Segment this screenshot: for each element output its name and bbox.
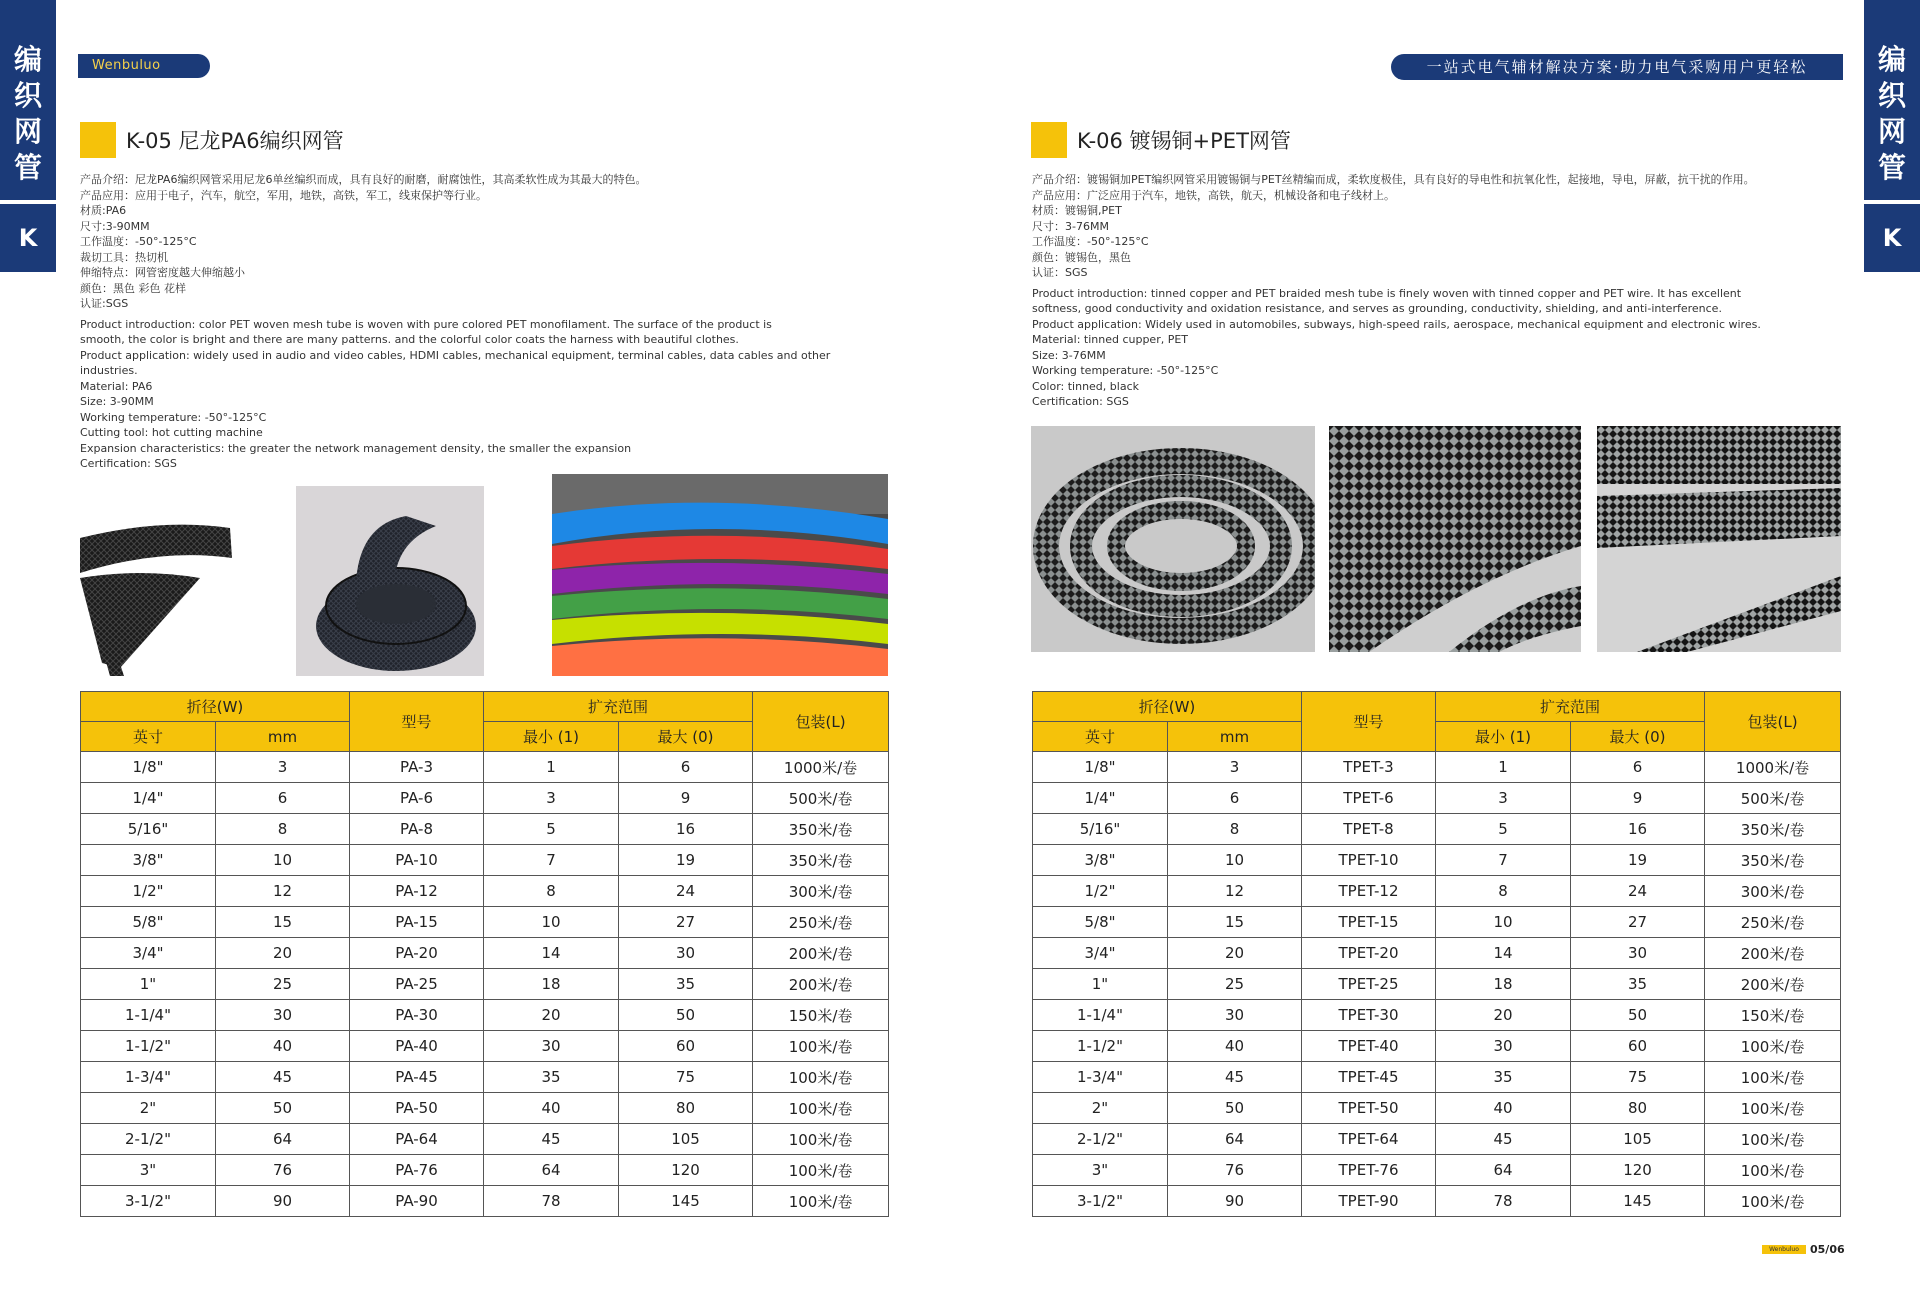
table-cell: 45 [1168, 1062, 1302, 1093]
table-cell: PA-3 [350, 752, 484, 783]
table-cell: 20 [1168, 938, 1302, 969]
table-cell: 24 [1571, 876, 1705, 907]
header-model: 型号 [1302, 692, 1436, 752]
table-cell: 10 [1168, 845, 1302, 876]
table-cell: 78 [1436, 1186, 1571, 1217]
right-section-title: K-06 镀锡铜+PET网管 [1031, 122, 1291, 158]
table-cell: 350米/卷 [753, 814, 889, 845]
table-cell: 16 [619, 814, 753, 845]
table-cell: 90 [216, 1186, 350, 1217]
table-cell: 50 [619, 1000, 753, 1031]
table-cell: 25 [1168, 969, 1302, 1000]
table-cell: 3 [484, 783, 619, 814]
table-cell: 18 [1436, 969, 1571, 1000]
table-cell: TPET-90 [1302, 1186, 1436, 1217]
table-cell: 3-1/2" [81, 1186, 216, 1217]
header-max: 最大 (0) [619, 722, 753, 752]
table-cell: 50 [1168, 1093, 1302, 1124]
table-cell: 1/8" [81, 752, 216, 783]
header-max: 最大 (0) [1571, 722, 1705, 752]
table-row [81, 1093, 889, 1124]
side-letter-right: K [1864, 204, 1920, 272]
table-cell: 350米/卷 [1705, 814, 1841, 845]
table-cell: 3" [1033, 1155, 1168, 1186]
table-row [81, 1124, 889, 1155]
table-row [81, 907, 889, 938]
table-cell: 76 [1168, 1155, 1302, 1186]
table-row [1033, 845, 1841, 876]
table-row [81, 938, 889, 969]
table-cell: TPET-50 [1302, 1093, 1436, 1124]
header-min: 最小 (1) [484, 722, 619, 752]
table-cell: 6 [619, 752, 753, 783]
header-packaging: 包装(L) [1705, 692, 1841, 752]
table-cell: 100米/卷 [1705, 1155, 1841, 1186]
table-cell: 1-1/4" [81, 1000, 216, 1031]
table-cell: 200米/卷 [753, 969, 889, 1000]
table-cell: 3/4" [81, 938, 216, 969]
table-cell: 100米/卷 [753, 1186, 889, 1217]
table-cell: 105 [619, 1124, 753, 1155]
table-cell: 75 [1571, 1062, 1705, 1093]
header-inch: 英寸 [1033, 722, 1168, 752]
table-cell: 7 [1436, 845, 1571, 876]
table-cell: 64 [1168, 1124, 1302, 1155]
table-cell: 120 [1571, 1155, 1705, 1186]
table-cell: 40 [484, 1093, 619, 1124]
table-cell: TPET-76 [1302, 1155, 1436, 1186]
right-spec-table [1032, 691, 1841, 1217]
table-cell: 16 [1571, 814, 1705, 845]
table-cell: 100米/卷 [753, 1093, 889, 1124]
table-cell: TPET-40 [1302, 1031, 1436, 1062]
table-cell: 3 [1168, 752, 1302, 783]
table-cell: TPET-15 [1302, 907, 1436, 938]
table-cell: 3" [81, 1155, 216, 1186]
table-cell: 10 [484, 907, 619, 938]
table-cell: 3/8" [1033, 845, 1168, 876]
table-cell: PA-76 [350, 1155, 484, 1186]
header-model: 型号 [350, 692, 484, 752]
table-cell: 60 [1571, 1031, 1705, 1062]
table-cell: 2" [1033, 1093, 1168, 1124]
table-cell: 200米/卷 [1705, 969, 1841, 1000]
table-cell: 8 [1436, 876, 1571, 907]
table-cell: 76 [216, 1155, 350, 1186]
table-cell: 15 [1168, 907, 1302, 938]
table-cell: 40 [216, 1031, 350, 1062]
side-title-right: 编 织 网 管 [1864, 0, 1920, 200]
table-cell: PA-30 [350, 1000, 484, 1031]
table-cell: 35 [1436, 1062, 1571, 1093]
table-row [1033, 969, 1841, 1000]
table-cell: 7 [484, 845, 619, 876]
table-cell: 150米/卷 [1705, 1000, 1841, 1031]
table-cell: 30 [216, 1000, 350, 1031]
table-cell: 35 [1571, 969, 1705, 1000]
table-cell: TPET-30 [1302, 1000, 1436, 1031]
table-cell: 40 [1436, 1093, 1571, 1124]
table-cell: 2" [81, 1093, 216, 1124]
table-cell: 350米/卷 [753, 845, 889, 876]
table-cell: 60 [619, 1031, 753, 1062]
table-cell: 1/2" [1033, 876, 1168, 907]
title-square-icon [80, 122, 116, 158]
table-row [81, 1155, 889, 1186]
table-cell: 200米/卷 [1705, 938, 1841, 969]
table-cell: 150米/卷 [753, 1000, 889, 1031]
table-cell: 8 [484, 876, 619, 907]
page-number-text: 05/06 [1810, 1243, 1845, 1256]
table-cell: 500米/卷 [1705, 783, 1841, 814]
table-row [81, 1062, 889, 1093]
table-cell: 1/4" [1033, 783, 1168, 814]
table-cell: 100米/卷 [1705, 1093, 1841, 1124]
table-cell: 3-1/2" [1033, 1186, 1168, 1217]
table-cell: 35 [484, 1062, 619, 1093]
table-row [81, 1000, 889, 1031]
product-photo-tinned-coil [1031, 426, 1315, 652]
table-cell: 2-1/2" [1033, 1124, 1168, 1155]
table-cell: PA-40 [350, 1031, 484, 1062]
header-mm: mm [1168, 722, 1302, 752]
table-cell: TPET-25 [1302, 969, 1436, 1000]
table-cell: 10 [1436, 907, 1571, 938]
table-cell: 300米/卷 [1705, 876, 1841, 907]
table-cell: 50 [1571, 1000, 1705, 1031]
table-cell: 1" [81, 969, 216, 1000]
table-cell: PA-10 [350, 845, 484, 876]
table-cell: 80 [1571, 1093, 1705, 1124]
table-cell: 30 [484, 1031, 619, 1062]
table-cell: 100米/卷 [1705, 1062, 1841, 1093]
table-cell: PA-50 [350, 1093, 484, 1124]
table-row [1033, 876, 1841, 907]
table-cell: 19 [619, 845, 753, 876]
table-cell: TPET-64 [1302, 1124, 1436, 1155]
table-cell: 19 [1571, 845, 1705, 876]
left-table-body [81, 752, 889, 1217]
table-cell: 5 [1436, 814, 1571, 845]
table-cell: 3/4" [1033, 938, 1168, 969]
table-cell: 45 [484, 1124, 619, 1155]
table-cell: 500米/卷 [753, 783, 889, 814]
table-cell: 75 [619, 1062, 753, 1093]
table-row [81, 845, 889, 876]
slogan-pill: 一站式电气辅材解决方案·助力电气采购用户更轻松 [1391, 54, 1843, 80]
title-square-icon [1031, 122, 1067, 158]
product-photo-black-sleeves [80, 508, 238, 676]
table-cell: 64 [484, 1155, 619, 1186]
table-cell: 100米/卷 [753, 1124, 889, 1155]
header-min: 最小 (1) [1436, 722, 1571, 752]
table-cell: 45 [1436, 1124, 1571, 1155]
header-inch: 英寸 [81, 722, 216, 752]
table-cell: 45 [216, 1062, 350, 1093]
table-cell: 5/16" [1033, 814, 1168, 845]
table-cell: 1/4" [81, 783, 216, 814]
table-cell: 5 [484, 814, 619, 845]
table-cell: 80 [619, 1093, 753, 1124]
table-cell: PA-25 [350, 969, 484, 1000]
table-cell: 40 [1168, 1031, 1302, 1062]
table-cell: 1-3/4" [1033, 1062, 1168, 1093]
table-cell: 145 [619, 1186, 753, 1217]
table-cell: 1-1/2" [81, 1031, 216, 1062]
table-cell: 1/2" [81, 876, 216, 907]
left-description: 产品介绍：尼龙PA6编织网管采用尼龙6单丝编织而成，具有良好的耐磨，耐腐蚀性，其高柔软性成为其最大的特色。 产品应用：应用于电子，汽车，航空，军用，地铁，高铁，军工，线束保护等行业。 材质:PA6 尺寸:3-90MM 工作温度：-50°-125°C 裁切工具：热切机 伸缩特点：网管密度越大伸缩越小 颜色：黑色 彩色 花样 认证:SGS Product introduction: color PET woven mesh tube is woven with pure colored PET monofilament. The surface of the product is smooth, the color is bright and there are many patterns. and the colorful color coats the harness with beautiful clothes. Product application: widely used in audio and video cables, HDMI cables, mechanical equipment, terminal cables, data cables and other industries. Material: PA6 Size: 3-90MM Working temperature: -50°-125°C Cutting tool: hot cutting machine Expansion characteristics: the greater the network management density, the smaller the expansion Certification: SGS [80, 173, 831, 470]
brand-pill: Wenbuluo [78, 54, 210, 78]
table-cell: PA-8 [350, 814, 484, 845]
table-cell: TPET-6 [1302, 783, 1436, 814]
product-photo-tinned-closeup [1329, 426, 1581, 652]
table-cell: 1000米/卷 [753, 752, 889, 783]
table-cell: 30 [619, 938, 753, 969]
table-cell: 5/8" [1033, 907, 1168, 938]
table-cell: 30 [1168, 1000, 1302, 1031]
table-cell: 12 [1168, 876, 1302, 907]
table-cell: 14 [1436, 938, 1571, 969]
table-cell: 64 [1436, 1155, 1571, 1186]
table-cell: PA-20 [350, 938, 484, 969]
table-row [1033, 1031, 1841, 1062]
table-row [1033, 1124, 1841, 1155]
table-row [1033, 907, 1841, 938]
table-row [1033, 938, 1841, 969]
table-cell: 3 [216, 752, 350, 783]
table-row [1033, 1186, 1841, 1217]
table-row [1033, 1155, 1841, 1186]
table-cell: 1 [1436, 752, 1571, 783]
table-cell: 15 [216, 907, 350, 938]
table-cell: 1-1/4" [1033, 1000, 1168, 1031]
table-row [81, 783, 889, 814]
table-cell: TPET-45 [1302, 1062, 1436, 1093]
table-cell: 64 [216, 1124, 350, 1155]
table-row [1033, 783, 1841, 814]
right-description: 产品介绍：镀锡铜加PET编织网管采用镀锡铜与PET丝精编而成，柔软度极佳，具有良好的导电性和抗氧化性，起接地，导电，屏蔽，抗干扰的作用。 产品应用：广泛应用于汽车，地铁，高铁，航天，机械设备和电子线材上。 材质：镀锡铜,PET 尺寸：3-76MM 工作温度：-50°-125°C 颜色：镀锡色，黑色 认证：SGS Product introduction: tinned copper and PET braided mesh tube is finely woven with tinned copper and PET wire. It has excellent softness, good conductivity and oxidation resistance, and serves as grounding, conductivity, shielding, and anti-interference. Product application: Widely used in automobiles, subways, high-speed rails, aerospace, mechanical equipment and electronic wires. Material: tinned cupper, PET Size: 3-76MM Working temperature: -50°-125°C Color: tinned, black Certification: SGS [1032, 173, 1761, 408]
table-cell: 5/8" [81, 907, 216, 938]
table-cell: 6 [1168, 783, 1302, 814]
left-section-title: K-05 尼龙PA6编织网管 [80, 122, 344, 158]
table-cell: 8 [1168, 814, 1302, 845]
table-row [81, 876, 889, 907]
table-cell: 35 [619, 969, 753, 1000]
product-photo-tinned-strips [1597, 426, 1841, 652]
table-cell: PA-64 [350, 1124, 484, 1155]
table-row [1033, 752, 1841, 783]
table-cell: 1-3/4" [81, 1062, 216, 1093]
table-cell: 1" [1033, 969, 1168, 1000]
table-cell: 20 [1436, 1000, 1571, 1031]
table-cell: 14 [484, 938, 619, 969]
table-cell: 18 [484, 969, 619, 1000]
table-cell: 12 [216, 876, 350, 907]
table-row [81, 969, 889, 1000]
table-cell: 90 [1168, 1186, 1302, 1217]
table-row [1033, 1093, 1841, 1124]
table-cell: 1 [484, 752, 619, 783]
table-cell: 50 [216, 1093, 350, 1124]
table-cell: 145 [1571, 1186, 1705, 1217]
table-row [81, 814, 889, 845]
table-cell: PA-6 [350, 783, 484, 814]
table-cell: PA-90 [350, 1186, 484, 1217]
table-cell: 3 [1436, 783, 1571, 814]
table-cell: 105 [1571, 1124, 1705, 1155]
table-cell: 6 [216, 783, 350, 814]
table-cell: TPET-3 [1302, 752, 1436, 783]
header-fold-width: 折径(W) [81, 692, 350, 722]
table-cell: 200米/卷 [753, 938, 889, 969]
table-cell: 9 [1571, 783, 1705, 814]
table-cell: PA-45 [350, 1062, 484, 1093]
table-cell: 25 [216, 969, 350, 1000]
table-cell: 8 [216, 814, 350, 845]
table-cell: 1/8" [1033, 752, 1168, 783]
table-cell: 100米/卷 [1705, 1031, 1841, 1062]
table-cell: 6 [1571, 752, 1705, 783]
table-cell: TPET-10 [1302, 845, 1436, 876]
table-cell: 30 [1571, 938, 1705, 969]
header-fold-width: 折径(W) [1033, 692, 1302, 722]
table-cell: 1-1/2" [1033, 1031, 1168, 1062]
table-cell: 100米/卷 [753, 1155, 889, 1186]
table-row [1033, 1062, 1841, 1093]
header-mm: mm [216, 722, 350, 752]
table-cell: 120 [619, 1155, 753, 1186]
header-expand-range: 扩充范围 [484, 692, 753, 722]
table-cell: 30 [1436, 1031, 1571, 1062]
table-cell: 100米/卷 [753, 1031, 889, 1062]
table-cell: 20 [216, 938, 350, 969]
table-cell: 27 [1571, 907, 1705, 938]
footer-brand: Wenbuluo [1762, 1245, 1806, 1254]
table-cell: 1000米/卷 [1705, 752, 1841, 783]
left-spec-table [80, 691, 889, 1217]
table-cell: 100米/卷 [1705, 1186, 1841, 1217]
table-cell: 250米/卷 [753, 907, 889, 938]
side-title-left: 编 织 网 管 [0, 0, 56, 200]
table-cell: 10 [216, 845, 350, 876]
table-cell: TPET-8 [1302, 814, 1436, 845]
header-packaging: 包装(L) [753, 692, 889, 752]
table-cell: 3/8" [81, 845, 216, 876]
side-letter-left: K [0, 204, 56, 272]
right-table-body [1033, 752, 1841, 1217]
table-cell: 5/16" [81, 814, 216, 845]
header-expand-range: 扩充范围 [1436, 692, 1705, 722]
table-cell: PA-12 [350, 876, 484, 907]
table-row [1033, 814, 1841, 845]
table-cell: 2-1/2" [81, 1124, 216, 1155]
table-cell: 100米/卷 [753, 1062, 889, 1093]
table-row [1033, 1000, 1841, 1031]
table-row [81, 1031, 889, 1062]
table-cell: TPET-20 [1302, 938, 1436, 969]
table-cell: 24 [619, 876, 753, 907]
table-cell: TPET-12 [1302, 876, 1436, 907]
table-cell: 250米/卷 [1705, 907, 1841, 938]
table-row [81, 1186, 889, 1217]
table-cell: 9 [619, 783, 753, 814]
table-cell: 78 [484, 1186, 619, 1217]
table-cell: 27 [619, 907, 753, 938]
table-cell: PA-15 [350, 907, 484, 938]
table-cell: 100米/卷 [1705, 1124, 1841, 1155]
table-cell: 20 [484, 1000, 619, 1031]
product-photo-coiled-sleeve [296, 486, 484, 676]
table-row [81, 752, 889, 783]
page-number [1762, 1243, 1845, 1256]
product-photo-colorful-sleeves [552, 474, 888, 676]
table-cell: 350米/卷 [1705, 845, 1841, 876]
table-cell: 300米/卷 [753, 876, 889, 907]
